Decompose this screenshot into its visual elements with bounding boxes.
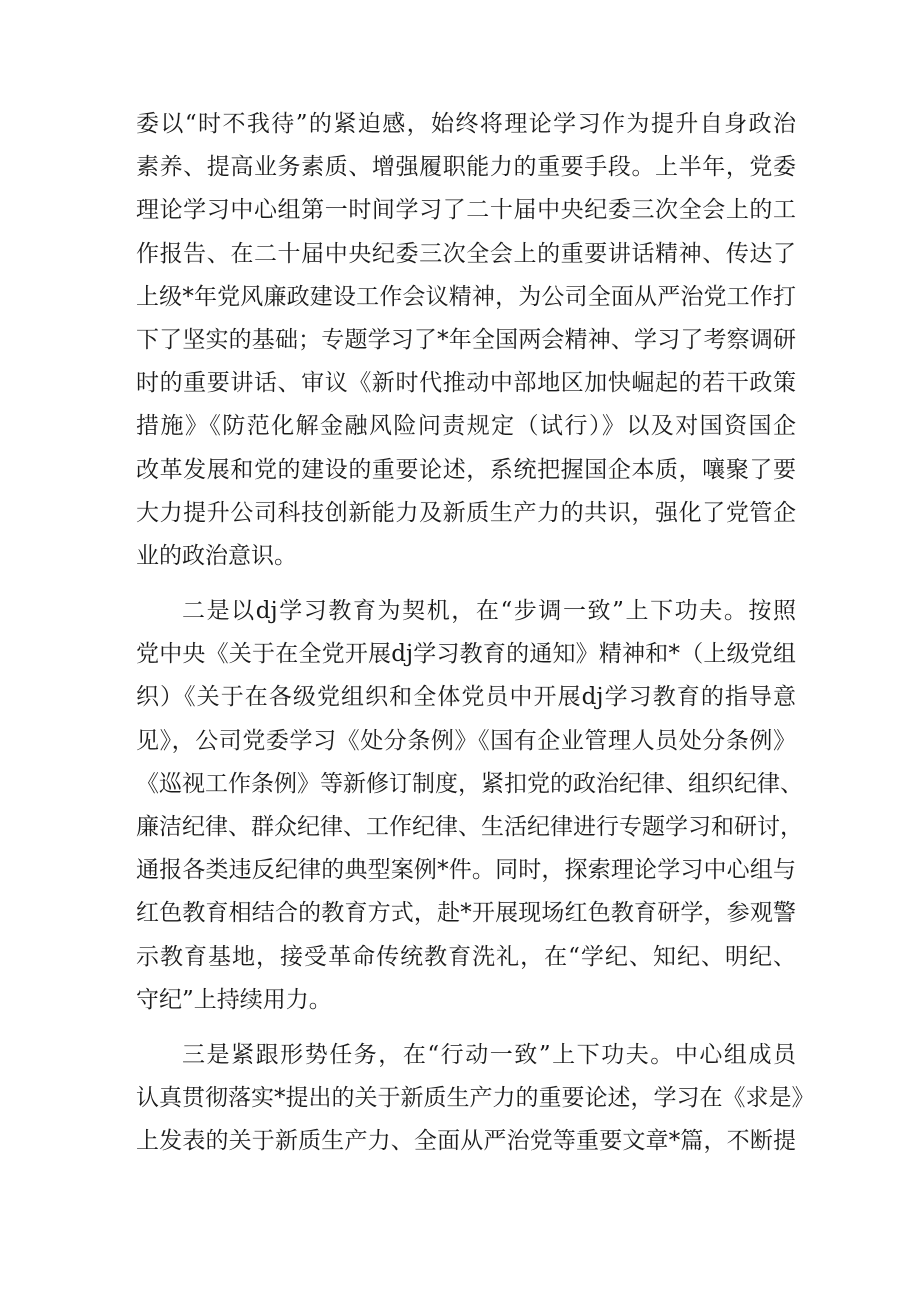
text-line: 作报告、在二十届中央纪委三次全会上的重要讲话精神、传达了 [136, 240, 796, 267]
text-line: 守纪”上持续用力。 [136, 986, 332, 1013]
text-line: 改革发展和党的建设的重要论述，系统把握国企本质，嚷聚了要 [136, 456, 796, 483]
text-line: 认真贯彻落实*提出的关于新质生产力的重要论述，学习在《求是》 [136, 1085, 815, 1112]
text-line: 措施》《防范化解金融风险问责规定（试行）》以及对国资国企 [136, 413, 796, 440]
text-line: 通报各类违反纪律的典型案例*件。同时，探索理论学习中心组与 [136, 857, 796, 884]
text-line: 《巡视工作条例》等新修订制度，紧扣党的政治纪律、组织纪律、 [136, 770, 803, 797]
paragraph-spacer [136, 1022, 796, 1034]
text-line: 业的政治意识。 [136, 542, 297, 569]
text-line: 上发表的关于新质生产力、全面从严治党等重要文章*篇，不断提 [136, 1128, 796, 1155]
text-line: 织）《关于在各级党组织和全体党员中开展dj学习教育的指导意 [136, 684, 796, 711]
text-line: 上级*年党风廉政建设工作会议精神，为公司全面从严治党工作打 [136, 283, 796, 310]
paragraph-3 [136, 1034, 815, 1164]
text-line: 三是紧跟形势任务，在“行动一致”上下功夫。中心组成员 [182, 1041, 796, 1068]
paragraph-1 [136, 103, 796, 578]
text-line: 素养、提高业务素质、增强履职能力的重要手段。上半年，党委 [136, 154, 796, 181]
document-body [136, 103, 815, 1164]
text-line: 廉洁纪律、群众纪律、工作纪律、生活纪律进行专题学习和研讨， [136, 814, 803, 840]
text-line: 见》，公司党委学习《处分条例》《国有企业管理人员处分条例》 [136, 727, 796, 754]
text-line: 委以“时不我待”的紧迫感，始终将理论学习作为提升自身政治 [136, 111, 796, 137]
text-line: 党中央《关于在全党开展dj学习教育的通知》精神和*（上级党组 [136, 641, 796, 668]
text-line: 红色教育相结合的教育方式，赴*开展现场红色教育研学，参观警 [136, 900, 796, 927]
text-line: 理论学习中心组第一时间学习了二十届中央纪委三次全会上的工 [136, 197, 796, 224]
paragraph-spacer [136, 578, 796, 590]
text-line: 二是以dj学习教育为契机，在“步调一致”上下功夫。按照 [182, 598, 796, 625]
text-line: 下了坚实的基础；专题学习了*年全国两会精神、学习了考察调研 [136, 326, 796, 353]
text-line: 时的重要讲话、审议《新时代推动中部地区加快崛起的若干政策 [136, 370, 796, 397]
text-line: 示教育基地，接受革命传统教育洗礼，在“学纪、知纪、明纪、 [136, 943, 796, 970]
text-line: 大力提升公司科技创新能力及新质生产力的共识，强化了党管企 [136, 499, 796, 526]
paragraph-2 [136, 590, 803, 1022]
